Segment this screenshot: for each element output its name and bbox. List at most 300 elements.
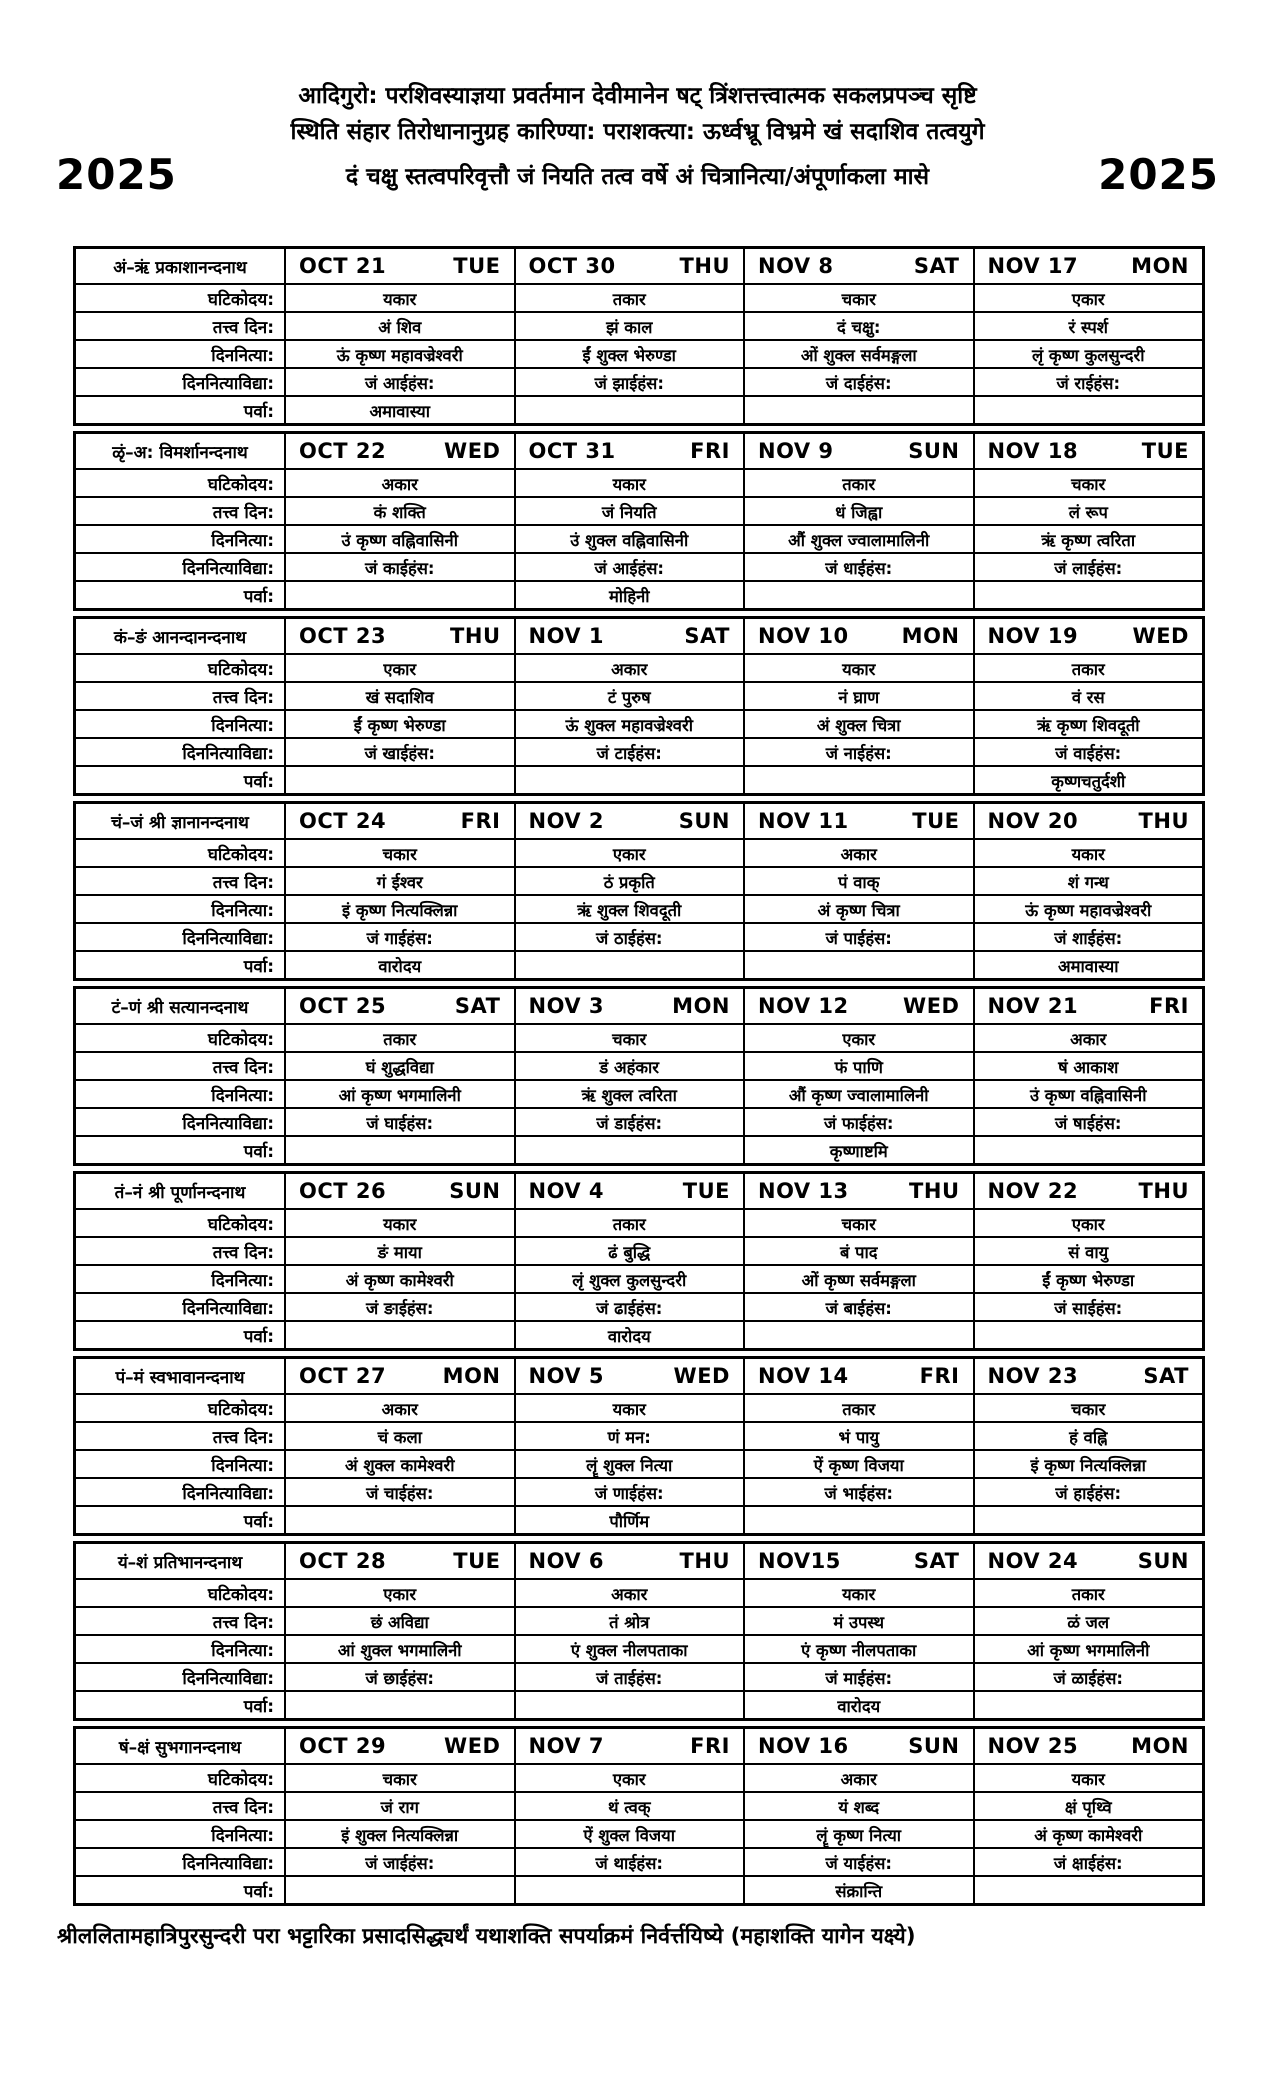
date-header (743, 1729, 973, 1763)
weekday-label: WED (444, 1734, 501, 1758)
cell-value: रं स्पर्श (973, 311, 1203, 339)
date-label: NOV 10 (758, 624, 849, 648)
row-label: दिननित्या: (76, 1264, 284, 1292)
cell-value: अं कृष्ण कामेश्वरी (284, 1264, 514, 1292)
cell-value: जं झाईहंस: (514, 367, 744, 395)
cell-value: जं शाईहंस: (973, 922, 1203, 950)
date-header (514, 249, 744, 283)
cell-value: ओं शुक्ल सर्वमङ्गला (743, 339, 973, 367)
cell-value: जं राग (284, 1791, 514, 1819)
row-label: घटिकोदय: (76, 1393, 284, 1421)
weekday-label: MON (1131, 1734, 1189, 1758)
date-label: OCT 29 (299, 1734, 387, 1758)
cell-value: वारोदय (514, 1320, 744, 1348)
cell-value: यकार (973, 1763, 1203, 1791)
block-title: षं–क्षं सुभगानन्दनाथ (118, 1737, 242, 1758)
cell-value: जं ठाईहंस: (514, 922, 744, 950)
cell-value: छं अविद्या (284, 1606, 514, 1634)
date-label: OCT 28 (299, 1549, 387, 1573)
cell-value: तकार (514, 1208, 744, 1236)
row-label: दिननित्याविद्या: (76, 737, 284, 765)
row-label: तत्त्व दिन: (76, 311, 284, 339)
weekday-label: MON (442, 1364, 501, 1388)
block-title: तं–नं श्री पूर्णानन्दनाथ (114, 1182, 246, 1203)
cell-value (284, 1875, 514, 1903)
cell-value: वारोदय (284, 950, 514, 978)
cell-value: एकार (514, 838, 744, 866)
cell-value: जं णाईहंस: (514, 1477, 744, 1505)
cell-value: जं षाईहंस: (973, 1107, 1203, 1135)
weekday-label: THU (450, 624, 501, 648)
cell-value (743, 395, 973, 423)
row-label: दिननित्या: (76, 339, 284, 367)
header-line-3: दं चक्षु स्तत्वपरिवृत्तौ जं नियति तत्व वर्षे अं चित्रानित्या/अंपूर्णाकला मासे (345, 164, 930, 190)
calendar-block (73, 1726, 1205, 1906)
cell-value (973, 1505, 1203, 1533)
cell-value (284, 765, 514, 793)
cell-value: लृं शुक्ल कुलसुन्दरी (514, 1264, 744, 1292)
cell-value: एकार (973, 283, 1203, 311)
date-label: OCT 23 (299, 624, 387, 648)
cell-value: थं त्वक् (514, 1791, 744, 1819)
date-label: NOV 7 (528, 1734, 605, 1758)
cell-value: चकार (514, 1023, 744, 1051)
date-header (514, 1729, 744, 1763)
date-header (973, 989, 1203, 1023)
cell-value: जं धाईहंस: (743, 552, 973, 580)
cell-value: ईं शुक्ल भेरुण्डा (514, 339, 744, 367)
date-label: NOV 17 (987, 254, 1079, 278)
weekday-label: SAT (913, 254, 960, 278)
weekday-label: SUN (908, 439, 960, 463)
date-label: NOV 25 (987, 1734, 1079, 1758)
date-label: OCT 31 (528, 439, 616, 463)
cell-value: चकार (973, 468, 1203, 496)
row-label: पर्वा: (76, 1135, 284, 1163)
date-label: OCT 27 (299, 1364, 387, 1388)
date-header (284, 1174, 514, 1208)
weekday-label: TUE (1141, 439, 1189, 463)
cell-value: जं भाईहंस: (743, 1477, 973, 1505)
date-header (284, 249, 514, 283)
year-left: 2025 (56, 150, 177, 199)
cell-value: धं जिह्वा (743, 496, 973, 524)
weekday-label: MON (901, 624, 960, 648)
block-title: कं–ङं आनन्दानन्दनाथ (113, 627, 247, 648)
cell-value: ढं बुद्धि (514, 1236, 744, 1264)
date-label: NOV15 (758, 1549, 841, 1573)
cell-value: जं चाईहंस: (284, 1477, 514, 1505)
header-line-2: स्थिति संहार तिरोधानानुग्रह कारिण्या: पराशक्त्या: ऊर्ध्वभ्रू विभ्रमे खं सदाशिव तत्वयुगे (290, 119, 985, 145)
cell-value: जं हाईहंस: (973, 1477, 1203, 1505)
row-label: घटिकोदय: (76, 1763, 284, 1791)
cell-value: जं पाईहंस: (743, 922, 973, 950)
cell-value: चकार (743, 1208, 973, 1236)
cell-value (284, 1135, 514, 1163)
row-label: तत्त्व दिन: (76, 1421, 284, 1449)
cell-value: ओं कृष्ण सर्वमङ्गला (743, 1264, 973, 1292)
footer-text: श्रीललितामहात्रिपुरसुन्दरी परा भट्टारिका प्रसादसिद्ध्यर्थं यथाशक्ति सपर्याक्रमं निर्वर्त्तयिष्ये (महाशक्ति यागेन यक्ष्ये) (57, 1924, 916, 1949)
row-label: दिननित्या: (76, 524, 284, 552)
cell-value: कृष्णाष्टमि (743, 1135, 973, 1163)
date-header (743, 1544, 973, 1578)
cell-value: जं आईहंस: (514, 552, 744, 580)
cell-value: बं पाद (743, 1236, 973, 1264)
weekday-label: FRI (1149, 994, 1189, 1018)
weekday-label: WED (444, 439, 501, 463)
cell-value: ऋं कृष्ण त्वरिता (973, 524, 1203, 552)
date-label: OCT 24 (299, 809, 387, 833)
date-label: NOV 21 (987, 994, 1079, 1018)
row-label: तत्त्व दिन: (76, 496, 284, 524)
weekday-label: SAT (684, 624, 730, 648)
cell-value: ङं माया (284, 1236, 514, 1264)
cell-value: अकार (284, 1393, 514, 1421)
row-label: घटिकोदय: (76, 838, 284, 866)
cell-value (743, 580, 973, 608)
weekday-label: SAT (913, 1549, 960, 1573)
weekday-label: FRI (460, 809, 501, 833)
cell-value: अकार (514, 653, 744, 681)
cell-value: जं साईहंस: (973, 1292, 1203, 1320)
cell-value: चकार (743, 283, 973, 311)
row-label: दिननित्या: (76, 709, 284, 737)
date-header (973, 619, 1203, 653)
cell-value: औं शुक्ल ज्वालामालिनी (743, 524, 973, 552)
cell-value: पौर्णिम (514, 1505, 744, 1533)
date-header (743, 249, 973, 283)
cell-value: तकार (284, 1023, 514, 1051)
row-label: तत्त्व दिन: (76, 1606, 284, 1634)
cell-value: कृष्णचतुर्दशी (973, 765, 1203, 793)
date-label: NOV 12 (758, 994, 849, 1018)
cell-value: वं रस (973, 681, 1203, 709)
cell-value (973, 1320, 1203, 1348)
date-header (743, 989, 973, 1023)
cell-value: मं उपस्थ (743, 1606, 973, 1634)
row-label: दिननित्याविद्या: (76, 552, 284, 580)
weekday-label: THU (1138, 809, 1189, 833)
cell-value: अकार (743, 838, 973, 866)
row-label: तत्त्व दिन: (76, 1236, 284, 1264)
cell-value: एकार (743, 1023, 973, 1051)
cell-value: जं ळाईहंस: (973, 1662, 1203, 1690)
date-header (743, 1359, 973, 1393)
date-label: NOV 6 (528, 1549, 605, 1573)
cell-value: जं काईहंस: (284, 552, 514, 580)
cell-value: षं आकाश (973, 1051, 1203, 1079)
cell-value (973, 1690, 1203, 1718)
cell-value: यकार (514, 468, 744, 496)
cell-value: आं शुक्ल भगमालिनी (284, 1634, 514, 1662)
date-header (973, 249, 1203, 283)
cell-value: पं वाक् (743, 866, 973, 894)
date-label: NOV 11 (758, 809, 849, 833)
calendar-block (73, 616, 1205, 796)
cell-value (743, 1320, 973, 1348)
cell-value: ऋं शुक्ल शिवदूती (514, 894, 744, 922)
row-label: दिननित्या: (76, 1079, 284, 1107)
weekday-label: FRI (690, 439, 730, 463)
cell-value: जं क्षाईहंस: (973, 1847, 1203, 1875)
cell-value (743, 765, 973, 793)
date-header (514, 804, 744, 838)
row-label: पर्वा: (76, 395, 284, 423)
cell-value (973, 1135, 1203, 1163)
cell-value: तकार (514, 283, 744, 311)
calendar-block (73, 801, 1205, 981)
date-header (284, 1729, 514, 1763)
cell-value: जं बाईहंस: (743, 1292, 973, 1320)
cell-value: एं कृष्ण नीलपताका (743, 1634, 973, 1662)
cell-value: जं वाईहंस: (973, 737, 1203, 765)
cell-value: सं वायु (973, 1236, 1203, 1264)
weekday-label: TUE (453, 1549, 501, 1573)
date-header (743, 804, 973, 838)
calendar-blocks (73, 246, 1205, 1911)
cell-value: मोहिनी (514, 580, 744, 608)
cell-value (284, 1505, 514, 1533)
date-label: NOV 3 (528, 994, 605, 1018)
row-label: दिननित्याविद्या: (76, 1107, 284, 1135)
cell-value: जं टाईहंस: (514, 737, 744, 765)
cell-value: एकार (514, 1763, 744, 1791)
cell-value: तकार (743, 1393, 973, 1421)
cell-value: चं कला (284, 1421, 514, 1449)
row-label: पर्वा: (76, 580, 284, 608)
date-label: OCT 30 (528, 254, 616, 278)
cell-value: ऊं शुक्ल महावज्रेश्वरी (514, 709, 744, 737)
cell-value: उं कृष्ण वह्निवासिनी (284, 524, 514, 552)
block-title: पं–मं स्वभावानन्दनाथ (115, 1367, 245, 1388)
cell-value: अं शिव (284, 311, 514, 339)
cell-value (284, 1690, 514, 1718)
cell-value: दं चक्षु: (743, 311, 973, 339)
cell-value: घं शुद्धविद्या (284, 1051, 514, 1079)
cell-value (514, 950, 744, 978)
row-label: तत्त्व दिन: (76, 1791, 284, 1819)
cell-value: संक्रान्ति (743, 1875, 973, 1903)
cell-value (514, 395, 744, 423)
date-header (973, 1544, 1203, 1578)
cell-value: हं वह्नि (973, 1421, 1203, 1449)
weekday-label: WED (1132, 624, 1189, 648)
cell-value: ईं कृष्ण भेरुण्डा (284, 709, 514, 737)
cell-value: आं कृष्ण भगमालिनी (284, 1079, 514, 1107)
weekday-label: MON (672, 994, 730, 1018)
date-header (514, 434, 744, 468)
cell-value: इं कृष्ण नित्यक्लिन्ना (973, 1449, 1203, 1477)
row-label: दिननित्याविद्या: (76, 1292, 284, 1320)
date-header (973, 1729, 1203, 1763)
cell-value: ऐं शुक्ल विजया (514, 1819, 744, 1847)
date-header (514, 1359, 744, 1393)
cell-value: जं डाईहंस: (514, 1107, 744, 1135)
cell-value: एकार (284, 653, 514, 681)
cell-value: ईं कृष्ण भेरुण्डा (973, 1264, 1203, 1292)
cell-value: चकार (284, 1763, 514, 1791)
date-label: NOV 4 (528, 1179, 605, 1203)
date-label: NOV 2 (528, 809, 605, 833)
cell-value: इं शुक्ल नित्यक्लिन्ना (284, 1819, 514, 1847)
date-label: NOV 16 (758, 1734, 849, 1758)
date-label: OCT 21 (299, 254, 387, 278)
cell-value: जं लाईहंस: (973, 552, 1203, 580)
cell-value: फं पाणि (743, 1051, 973, 1079)
cell-value: जं ङाईहंस: (284, 1292, 514, 1320)
date-header (973, 804, 1203, 838)
block-title: यं–शं प्रतिभानन्दनाथ (117, 1552, 243, 1573)
cell-value: तं श्रोत्र (514, 1606, 744, 1634)
weekday-label: SUN (449, 1179, 501, 1203)
date-header (743, 1174, 973, 1208)
cell-value: जं नियति (514, 496, 744, 524)
date-header (514, 989, 744, 1023)
cell-value: लं रूप (973, 496, 1203, 524)
cell-value: एकार (284, 1578, 514, 1606)
date-label: OCT 25 (299, 994, 387, 1018)
row-label: पर्वा: (76, 950, 284, 978)
cell-value: झं काल (514, 311, 744, 339)
cell-value (743, 950, 973, 978)
cell-value: चकार (973, 1393, 1203, 1421)
cell-value: लृं कृष्ण कुलसुन्दरी (973, 339, 1203, 367)
cell-value: जं खाईहंस: (284, 737, 514, 765)
header-line-1: आदिगुरो: परशिवस्याज्ञया प्रवर्तमान देवीमानेन षट् त्रिंशत्तत्त्वात्मक सकलप्रपञ्च सृष्टि (298, 83, 977, 109)
row-label: दिननित्याविद्या: (76, 922, 284, 950)
weekday-label: FRI (690, 1734, 730, 1758)
date-header (973, 1359, 1203, 1393)
row-label: दिननित्याविद्या: (76, 367, 284, 395)
date-label: NOV 23 (987, 1364, 1079, 1388)
weekday-label: TUE (682, 1179, 730, 1203)
cell-value (973, 580, 1203, 608)
cell-value: जं फाईहंस: (743, 1107, 973, 1135)
cell-value: वारोदय (743, 1690, 973, 1718)
row-label: दिननित्या: (76, 1634, 284, 1662)
date-label: NOV 19 (987, 624, 1079, 648)
weekday-label: TUE (453, 254, 501, 278)
date-header (284, 1359, 514, 1393)
row-label: दिननित्याविद्या: (76, 1477, 284, 1505)
weekday-label: SAT (454, 994, 501, 1018)
block-title: अं–ऋं प्रकाशानन्दनाथ (113, 257, 247, 278)
date-header (284, 1544, 514, 1578)
cell-value: अं कृष्ण कामेश्वरी (973, 1819, 1203, 1847)
row-label: घटिकोदय: (76, 1023, 284, 1051)
cell-value: यकार (743, 653, 973, 681)
row-label: पर्वा: (76, 765, 284, 793)
cell-value: अमावास्या (973, 950, 1203, 978)
weekday-label: SUN (908, 1734, 960, 1758)
cell-value: ठं प्रकृति (514, 866, 744, 894)
weekday-label: THU (1138, 1179, 1189, 1203)
cell-value: चकार (284, 838, 514, 866)
date-label: OCT 26 (299, 1179, 387, 1203)
cell-value: अकार (514, 1578, 744, 1606)
cell-value: टं पुरुष (514, 681, 744, 709)
cell-value (514, 1875, 744, 1903)
calendar-block (73, 986, 1205, 1166)
date-header (284, 434, 514, 468)
weekday-label: THU (679, 1549, 730, 1573)
row-label: तत्त्व दिन: (76, 681, 284, 709)
cell-value: लॄं कृष्ण नित्या (743, 1819, 973, 1847)
cell-value: यकार (973, 838, 1203, 866)
calendar-block (73, 246, 1205, 426)
cell-value (514, 765, 744, 793)
cell-value (284, 580, 514, 608)
date-header (743, 619, 973, 653)
cell-value: यकार (514, 1393, 744, 1421)
row-label: पर्वा: (76, 1690, 284, 1718)
cell-value: भं पायु (743, 1421, 973, 1449)
weekday-label: SUN (1137, 1549, 1189, 1573)
cell-value: आं कृष्ण भगमालिनी (973, 1634, 1203, 1662)
date-label: NOV 8 (758, 254, 834, 278)
date-header (514, 1544, 744, 1578)
row-label: पर्वा: (76, 1320, 284, 1348)
cell-value (973, 395, 1203, 423)
cell-value: णं मन: (514, 1421, 744, 1449)
date-header (973, 1174, 1203, 1208)
weekday-label: TUE (912, 809, 960, 833)
cell-value: अं शुक्ल चित्रा (743, 709, 973, 737)
cell-value: ऋं कृष्ण शिवदूती (973, 709, 1203, 737)
calendar-block (73, 1171, 1205, 1351)
cell-value: तकार (973, 1578, 1203, 1606)
weekday-label: WED (903, 994, 960, 1018)
row-label: दिननित्या: (76, 1819, 284, 1847)
weekday-label: THU (679, 254, 730, 278)
cell-value: गं ईश्वर (284, 866, 514, 894)
weekday-label: SAT (1143, 1364, 1189, 1388)
row-label: घटिकोदय: (76, 653, 284, 681)
date-header (514, 1174, 744, 1208)
cell-value: ऊं कृष्ण महावज्रेश्वरी (973, 894, 1203, 922)
row-label: दिननित्या: (76, 894, 284, 922)
cell-value (743, 1505, 973, 1533)
cell-value: एं शुक्ल नीलपताका (514, 1634, 744, 1662)
date-label: NOV 20 (987, 809, 1079, 833)
cell-value: यकार (284, 1208, 514, 1236)
cell-value: अकार (284, 468, 514, 496)
cell-value: कं शक्ति (284, 496, 514, 524)
cell-value: अकार (973, 1023, 1203, 1051)
cell-value: जं राईहंस: (973, 367, 1203, 395)
cell-value: ऊं कृष्ण महावज्रेश्वरी (284, 339, 514, 367)
calendar-block (73, 1541, 1205, 1721)
cell-value: जं याईहंस: (743, 1847, 973, 1875)
date-label: NOV 18 (987, 439, 1079, 463)
date-label: NOV 14 (758, 1364, 849, 1388)
row-label: दिननित्याविद्या: (76, 1662, 284, 1690)
row-label: घटिकोदय: (76, 468, 284, 496)
cell-value: क्षं पृथ्वि (973, 1791, 1203, 1819)
cell-value: उं शुक्ल वह्निवासिनी (514, 524, 744, 552)
cell-value: जं आईहंस: (284, 367, 514, 395)
row-label: तत्त्व दिन: (76, 1051, 284, 1079)
cell-value: ळं जल (973, 1606, 1203, 1634)
cell-value (514, 1690, 744, 1718)
block-title: टं–णं श्री सत्यानन्दनाथ (111, 997, 249, 1018)
date-label: NOV 1 (528, 624, 605, 648)
cell-value: लॄं शुक्ल नित्या (514, 1449, 744, 1477)
date-label: NOV 22 (987, 1179, 1079, 1203)
cell-value: जं नाईहंस: (743, 737, 973, 765)
row-label: दिननित्या: (76, 1449, 284, 1477)
date-label: NOV 9 (758, 439, 834, 463)
